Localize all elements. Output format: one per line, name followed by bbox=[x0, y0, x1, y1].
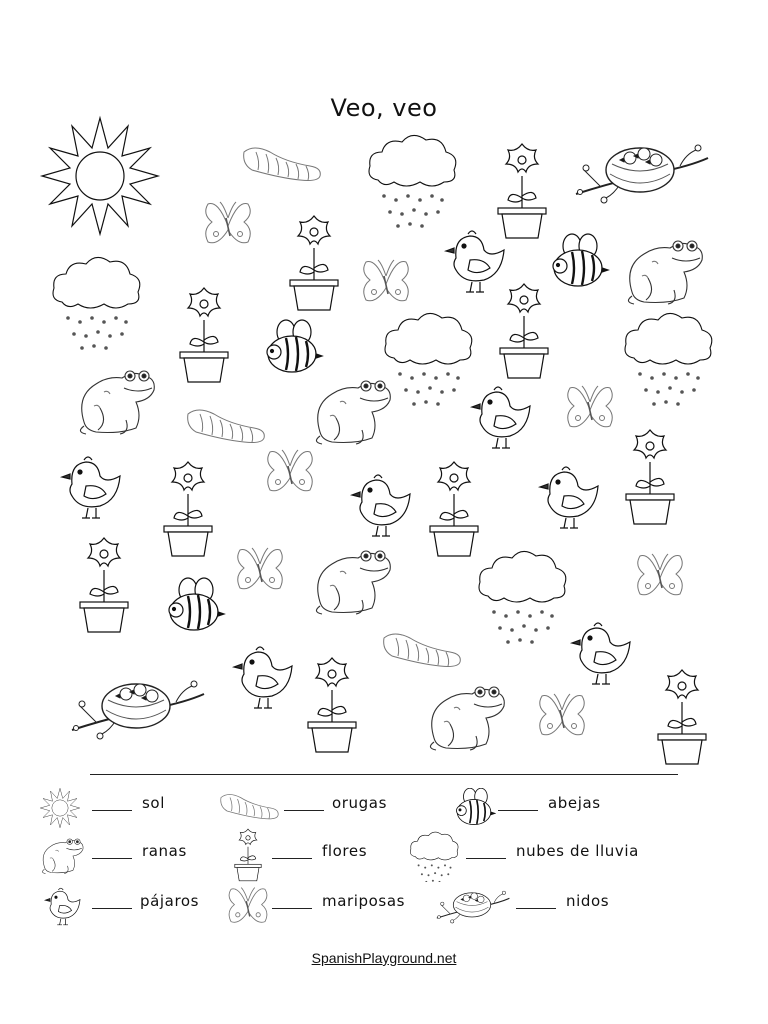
bird-icon bbox=[572, 623, 630, 684]
legend-label: flores bbox=[322, 842, 368, 860]
flower-pot-icon bbox=[180, 288, 228, 382]
legend-label: abejas bbox=[548, 794, 601, 812]
flower-pot-icon bbox=[500, 284, 548, 378]
legend-item-ranas bbox=[38, 836, 218, 876]
legend-label: ranas bbox=[142, 842, 187, 860]
bird-icon bbox=[540, 467, 598, 528]
answer-blank[interactable] bbox=[92, 810, 132, 811]
frog-icon bbox=[430, 687, 504, 750]
frog-icon bbox=[38, 836, 86, 876]
bird-icon bbox=[472, 387, 530, 448]
legend-label: sol bbox=[142, 794, 165, 812]
flower-pot-icon bbox=[290, 216, 338, 310]
butterfly-icon bbox=[268, 450, 313, 491]
divider-line bbox=[90, 774, 678, 775]
bee-icon bbox=[267, 320, 322, 372]
rain-cloud-icon bbox=[53, 257, 140, 349]
butterfly-icon bbox=[238, 548, 283, 589]
frog-icon bbox=[316, 551, 390, 614]
answer-blank[interactable] bbox=[92, 908, 132, 909]
butterfly-icon bbox=[638, 554, 683, 595]
legend-label: pájaros bbox=[140, 892, 200, 910]
flower-pot-icon bbox=[308, 658, 356, 752]
nest-icon bbox=[576, 145, 708, 203]
legend-item-nubes bbox=[406, 826, 646, 882]
answer-blank[interactable] bbox=[516, 908, 556, 909]
caterpillar-icon bbox=[384, 634, 461, 667]
frog-icon bbox=[628, 241, 702, 304]
rain-cloud-icon bbox=[369, 135, 456, 227]
butterfly-icon bbox=[226, 886, 270, 930]
bird-icon bbox=[62, 457, 120, 518]
legend-item-sol bbox=[38, 788, 218, 828]
rain-cloud-icon bbox=[625, 313, 712, 405]
answer-blank[interactable] bbox=[272, 908, 312, 909]
page-title: Veo, veo bbox=[330, 94, 438, 122]
flower-pot-icon bbox=[430, 462, 478, 556]
caterpillar-icon bbox=[188, 410, 265, 443]
caterpillar-icon bbox=[216, 788, 280, 828]
rain-cloud-icon bbox=[406, 826, 462, 882]
answer-blank[interactable] bbox=[284, 810, 324, 811]
answer-blank[interactable] bbox=[466, 858, 506, 859]
answer-blank[interactable] bbox=[92, 858, 132, 859]
answer-blank[interactable] bbox=[498, 810, 538, 811]
bird-icon bbox=[446, 231, 504, 292]
legend-item-flores bbox=[226, 826, 426, 882]
flower-pot-icon bbox=[80, 538, 128, 632]
bird-icon bbox=[234, 647, 292, 708]
bee-icon bbox=[169, 578, 224, 630]
butterfly-icon bbox=[568, 386, 613, 427]
flower-pot-icon bbox=[164, 462, 212, 556]
legend-item-mariposas bbox=[226, 886, 426, 930]
bird-icon bbox=[352, 475, 410, 536]
flower-pot-icon bbox=[626, 430, 674, 524]
butterfly-icon bbox=[206, 202, 251, 243]
sun-icon bbox=[42, 118, 158, 234]
answer-blank[interactable] bbox=[272, 858, 312, 859]
frog-icon bbox=[80, 371, 154, 434]
caterpillar-icon bbox=[244, 148, 321, 181]
butterfly-icon bbox=[540, 694, 585, 735]
nest-icon bbox=[434, 882, 510, 930]
legend-item-nidos bbox=[434, 882, 634, 930]
frog-icon bbox=[316, 381, 390, 444]
bee-icon bbox=[553, 234, 608, 286]
butterfly-icon bbox=[364, 260, 409, 301]
flower-pot-icon bbox=[658, 670, 706, 764]
legend-label: orugas bbox=[332, 794, 387, 812]
legend-label: mariposas bbox=[322, 892, 406, 910]
flower-pot-icon bbox=[226, 826, 270, 882]
nest-icon bbox=[72, 681, 204, 739]
legend-item-abejas bbox=[452, 788, 652, 828]
legend-label: nubes de lluvia bbox=[516, 842, 639, 860]
bird-icon bbox=[40, 886, 84, 930]
flower-pot-icon bbox=[498, 144, 546, 238]
legend-item-pajaros bbox=[40, 886, 220, 930]
legend-label: nidos bbox=[566, 892, 610, 910]
footer-link[interactable]: SpanishPlayground.net bbox=[311, 950, 457, 966]
rain-cloud-icon bbox=[385, 313, 472, 405]
legend-item-orugas bbox=[216, 788, 416, 828]
sun-icon bbox=[38, 788, 82, 828]
rain-cloud-icon bbox=[479, 551, 566, 643]
